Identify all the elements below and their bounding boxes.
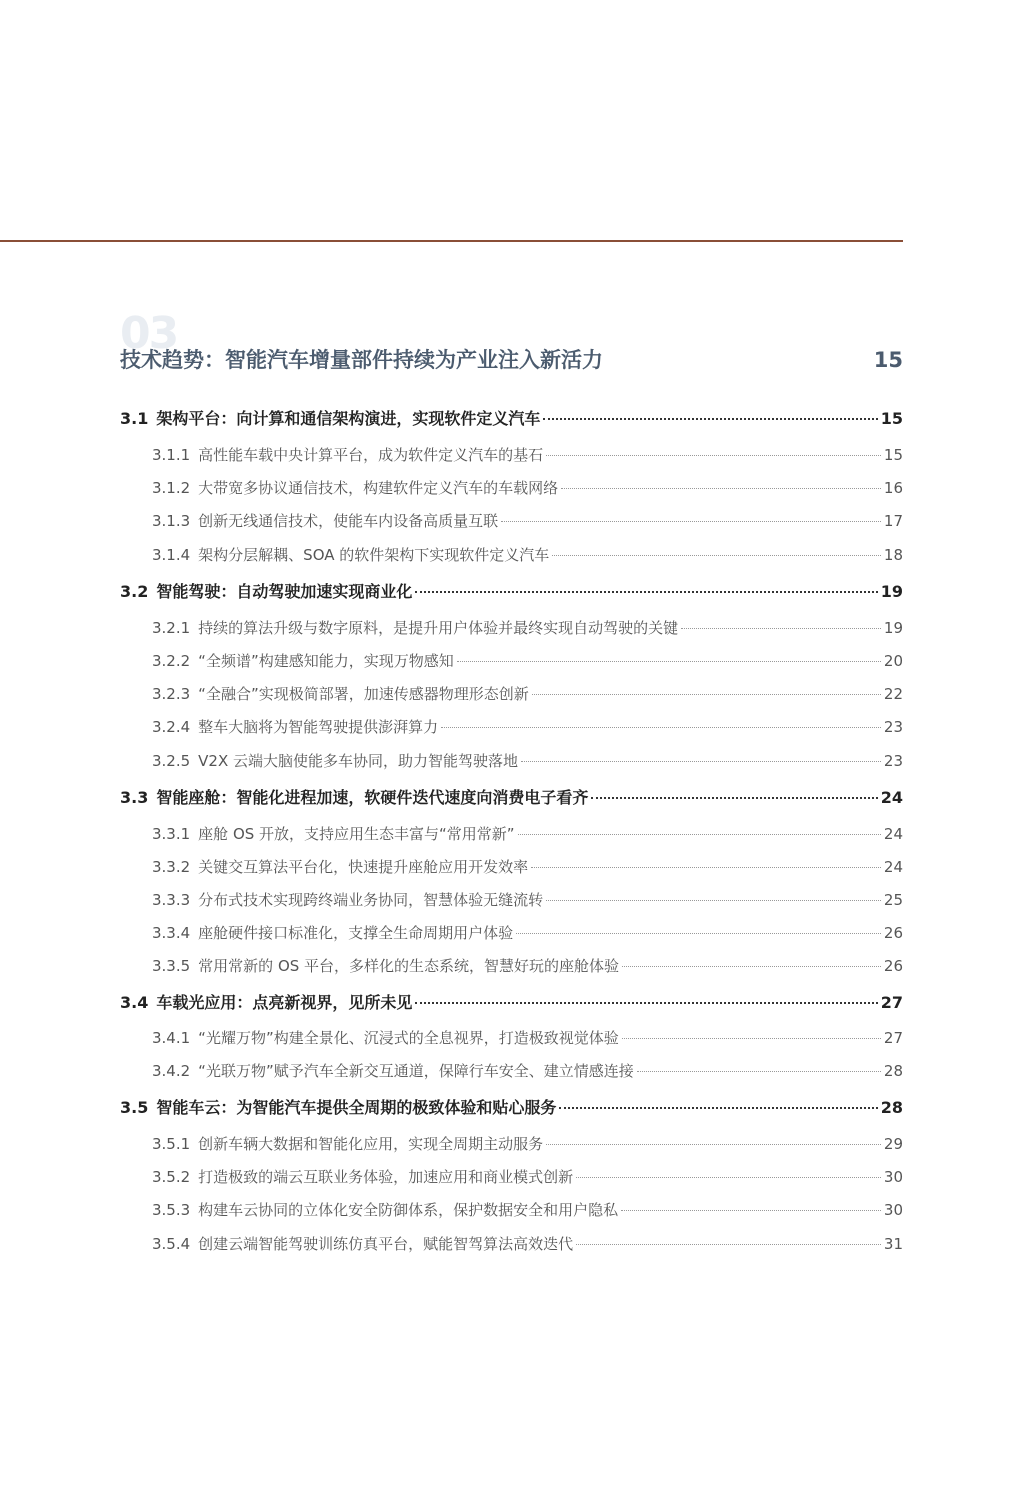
- dot-leader: [546, 900, 881, 901]
- toc-section-heading[interactable]: [120, 778, 903, 818]
- entry-number: 3.3: [120, 787, 149, 807]
- entry-title: 大带宽多协议通信技术，构建软件定义汽车的车载网络: [198, 479, 559, 498]
- entry-page-number: 26: [883, 957, 903, 976]
- entry-title: 座舱硬件接口标准化，支撑全生命周期用户体验: [198, 924, 514, 943]
- entry-title: V2X 云端大脑使能多车协同，助力智能驾驶落地: [198, 751, 519, 770]
- entry-number: 3.1.3: [152, 512, 191, 531]
- entry-number: 3.2.1: [152, 618, 191, 637]
- toc-subsection-item[interactable]: [120, 711, 903, 744]
- toc-subsection-item[interactable]: [120, 612, 903, 645]
- entry-number: 3.4.2: [152, 1061, 191, 1080]
- dot-leader: [532, 694, 881, 695]
- entry-page-number: 16: [883, 479, 903, 498]
- toc-section-heading[interactable]: [120, 1088, 903, 1128]
- entry-page-number: 23: [883, 751, 903, 770]
- dot-leader: [591, 797, 877, 799]
- entry-number: 3.2.2: [152, 651, 191, 670]
- entry-title: 车载光应用：点亮新视界，见所未见: [156, 992, 413, 1012]
- entry-number: 3.5.3: [152, 1201, 191, 1220]
- toc-subsection-item[interactable]: [120, 884, 903, 917]
- toc-subsection-item[interactable]: [120, 645, 903, 678]
- dot-leader: [501, 521, 881, 522]
- entry-number: 3.1: [120, 409, 149, 428]
- entry-page-number: 19: [880, 581, 903, 601]
- entry-number: 3.2.3: [152, 685, 191, 704]
- toc-section: [120, 778, 903, 984]
- toc-subsection-item[interactable]: [120, 950, 903, 983]
- entry-number: 3.5.4: [152, 1234, 191, 1253]
- dot-leader: [681, 628, 881, 629]
- top-divider-rule: [0, 240, 903, 242]
- entry-number: 3.3.1: [152, 824, 191, 843]
- dot-leader: [543, 418, 877, 420]
- entry-page-number: 31: [883, 1234, 903, 1253]
- dot-leader: [637, 1071, 881, 1072]
- table-of-contents: [120, 399, 903, 1261]
- entry-title: 整车大脑将为智能驾驶提供澎湃算力: [198, 718, 439, 737]
- toc-subsection-item[interactable]: [120, 917, 903, 950]
- entry-number: 3.1.4: [152, 545, 191, 564]
- entry-page-number: 24: [883, 824, 903, 843]
- entry-page-number: 19: [883, 618, 903, 637]
- toc-section-heading[interactable]: [120, 399, 903, 439]
- entry-page-number: 27: [880, 992, 903, 1012]
- entry-page-number: 24: [883, 857, 903, 876]
- entry-title: 智能驾驶：自动驾驶加速实现商业化: [156, 581, 413, 601]
- toc-subsection-item[interactable]: [120, 745, 903, 778]
- dot-leader: [518, 834, 881, 835]
- chapter-page-number[interactable]: 15: [873, 348, 903, 372]
- chapter-title[interactable]: 技术趋势：智能汽车增量部件持续为产业注入新活力: [120, 348, 603, 372]
- entry-page-number: 29: [883, 1135, 903, 1153]
- entry-title: 分布式技术实现跨终端业务协同，智慧体验无缝流转: [198, 891, 544, 910]
- entry-title: 座舱 OS 开放，支持应用生态丰富与“常用常新”: [198, 824, 515, 843]
- entry-page-number: 30: [883, 1168, 903, 1187]
- toc-subsection-item[interactable]: [120, 1022, 903, 1055]
- toc-section: [120, 984, 903, 1088]
- entry-page-number: 26: [883, 924, 903, 943]
- toc-subsection-item[interactable]: [120, 818, 903, 851]
- entry-page-number: 24: [880, 787, 903, 807]
- toc-subsection-item[interactable]: [120, 1194, 903, 1227]
- entry-title: 高性能车载中央计算平台，成为软件定义汽车的基石: [198, 446, 544, 464]
- entry-title: 创新车辆大数据和智能化应用，实现全周期主动服务: [198, 1135, 544, 1153]
- entry-title: 打造极致的端云互联业务体验，加速应用和商业模式创新: [198, 1168, 574, 1187]
- entry-title: “光联万物”赋予汽车全新交互通道，保障行车安全、建立情感连接: [198, 1061, 634, 1080]
- toc-section-heading[interactable]: [120, 984, 903, 1022]
- dot-leader: [415, 591, 877, 593]
- dot-leader: [621, 1210, 881, 1211]
- dot-leader: [441, 727, 881, 728]
- entry-page-number: 28: [880, 1098, 903, 1117]
- dot-leader: [521, 761, 881, 762]
- entry-number: 3.4: [120, 992, 149, 1012]
- entry-title: 智能车云：为智能汽车提供全周期的极致体验和贴心服务: [156, 1098, 557, 1117]
- entry-page-number: 25: [883, 891, 903, 910]
- entry-page-number: 20: [883, 651, 903, 670]
- entry-number: 3.2.5: [152, 751, 191, 770]
- entry-number: 3.5.2: [152, 1168, 191, 1187]
- dot-leader: [622, 966, 881, 967]
- entry-title: “全频谱”构建感知能力，实现万物感知: [198, 651, 454, 670]
- entry-number: 3.1.1: [152, 446, 191, 464]
- dot-leader: [546, 1144, 881, 1145]
- entry-number: 3.5: [120, 1098, 149, 1117]
- toc-subsection-item[interactable]: [120, 678, 903, 711]
- entry-page-number: 18: [883, 545, 903, 564]
- entry-page-number: 17: [883, 512, 903, 531]
- toc-subsection-item[interactable]: [120, 1228, 903, 1261]
- toc-subsection-item[interactable]: [120, 1055, 903, 1088]
- entry-page-number: 30: [883, 1201, 903, 1220]
- entry-number: 3.3.2: [152, 857, 191, 876]
- entry-page-number: 23: [883, 718, 903, 737]
- entry-page-number: 15: [880, 409, 903, 428]
- entry-title: 关键交互算法平台化，快速提升座舱应用开发效率: [198, 857, 529, 876]
- dot-leader: [552, 555, 881, 556]
- entry-title: 架构平台：向计算和通信架构演进，实现软件定义汽车: [156, 409, 541, 428]
- entry-title: 智能座舱：智能化进程加速，软硬件迭代速度向消费电子看齐: [156, 787, 589, 807]
- entry-number: 3.1.2: [152, 479, 191, 498]
- toc-section: [120, 1088, 903, 1261]
- dot-leader: [622, 1038, 881, 1039]
- entry-title: “光耀万物”构建全景化、沉浸式的全息视界，打造极致视觉体验: [198, 1028, 619, 1047]
- entry-title: 架构分层解耦、SOA 的软件架构下实现软件定义汽车: [198, 545, 550, 564]
- entry-number: 3.2.4: [152, 718, 191, 737]
- entry-page-number: 28: [883, 1061, 903, 1080]
- chapter-header: [120, 308, 903, 382]
- entry-page-number: 27: [883, 1028, 903, 1047]
- entry-number: 3.2: [120, 581, 149, 601]
- entry-number: 3.3.5: [152, 957, 191, 976]
- dot-leader: [576, 1177, 881, 1178]
- entry-page-number: 15: [883, 446, 903, 464]
- toc-subsection-item[interactable]: [120, 505, 903, 538]
- entry-page-number: 22: [883, 685, 903, 704]
- entry-title: 持续的算法升级与数字原料，是提升用户体验并最终实现自动驾驶的关键: [198, 618, 679, 637]
- toc-subsection-item[interactable]: [120, 439, 903, 472]
- entry-title: 创建云端智能驾驶训练仿真平台，赋能智驾算法高效迭代: [198, 1234, 574, 1253]
- entry-number: 3.3.3: [152, 891, 191, 910]
- entry-title: “全融合”实现极简部署，加速传感器物理形态创新: [198, 685, 529, 704]
- entry-title: 构建车云协同的立体化安全防御体系，保护数据安全和用户隐私: [198, 1201, 619, 1220]
- toc-section: [120, 572, 903, 778]
- entry-number: 3.4.1: [152, 1028, 191, 1047]
- dot-leader: [576, 1244, 881, 1245]
- toc-subsection-item[interactable]: [120, 851, 903, 884]
- dot-leader: [559, 1107, 877, 1109]
- toc-subsection-item[interactable]: [120, 1161, 903, 1194]
- entry-title: 创新无线通信技术，使能车内设备高质量互联: [198, 512, 499, 531]
- toc-subsection-item[interactable]: [120, 539, 903, 572]
- toc-subsection-item[interactable]: [120, 472, 903, 505]
- entry-number: 3.3.4: [152, 924, 191, 943]
- dot-leader: [561, 488, 881, 489]
- toc-section: [120, 399, 903, 572]
- dot-leader: [546, 455, 881, 456]
- dot-leader: [415, 1002, 877, 1004]
- entry-title: 常用常新的 OS 平台，多样化的生态系统，智慧好玩的座舱体验: [198, 957, 620, 976]
- toc-section-heading[interactable]: [120, 572, 903, 612]
- chapter-number-watermark: 03: [120, 308, 178, 359]
- dot-leader: [516, 933, 881, 934]
- toc-subsection-item[interactable]: [120, 1128, 903, 1161]
- dot-leader: [457, 661, 881, 662]
- dot-leader: [531, 867, 881, 868]
- entry-number: 3.5.1: [152, 1135, 191, 1153]
